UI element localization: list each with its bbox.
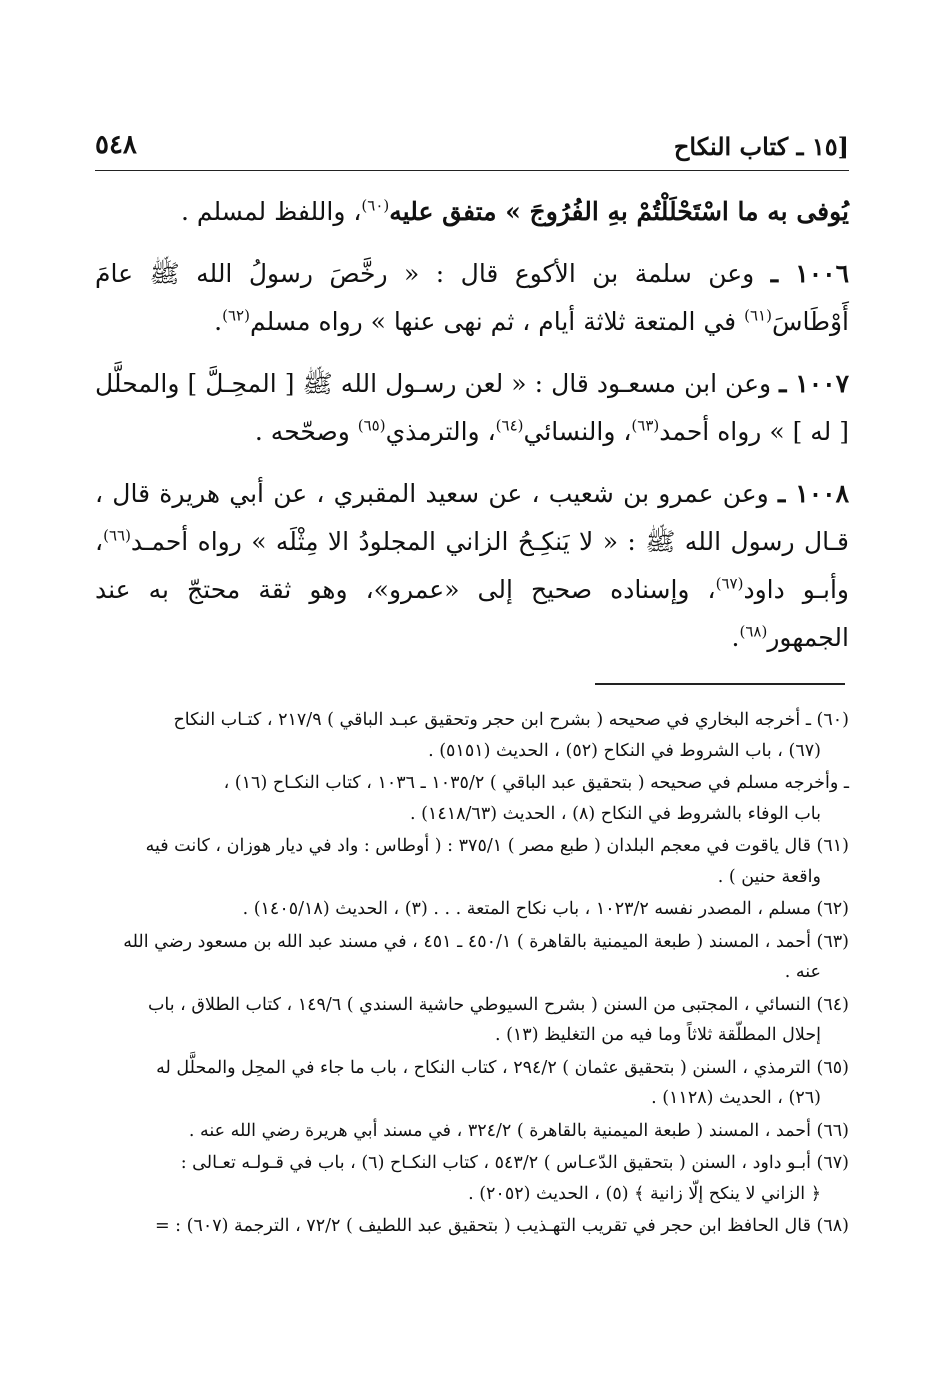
footnote-continuation: واقعة حنين ) . [717,866,821,887]
footnote-text: (٦٦) أحمد ، المسند ( طبعة الميمنية بالقاهرة ) ٣٢٤/٢ ، في مسند أبي هريرة رضي الله عنه . [188,1120,849,1141]
paragraph-1006 [95,250,849,346]
footnote-continuation: باب الوفاء بالشروط في النكاح (٨) ، الحديث (١٤١٨/٦٣) . [409,803,821,824]
footnote-66 [95,1116,849,1147]
paragraph-1007 [95,360,849,456]
footnote-text: (٦٨) قال الحافظ ابن حجر في تقريب التهـذيب ( بتحقيق عبد اللطيف ) ٧٢/٢ ، الترجمة (٦٠٧) : = [154,1216,849,1236]
footnote-ref: (٦٧) [715,574,744,593]
footnote-text: (٦٧) أبـو داود ، السنن ( بتحقيق الدّعـاس ) ٥٤٣/٢ ، كتاب النكـاح (٦) ، باب في قـولـه تعـالى : [180,1153,849,1173]
footnote-67 [95,1148,849,1209]
footnote-continuation: عنه . [784,962,821,982]
hadith-number: ١٠٠٧ ـ [779,369,850,398]
footnote-continuation: إحلال المطلّقة ثلاثاً وما فيه من التغليظ (١٣) . [494,1025,821,1045]
paragraph-text: وعن سلمة بن الأكوع قال : « رخَّصَ رسولُ الله ﷺ عامَ أَوْطَاسَ [95,259,849,336]
footnote-60 [95,705,849,766]
paragraph-text: ، والترمذي [385,417,496,446]
paragraph-text: وصحّحه . [254,417,350,446]
paragraph-text: وعن ابن مسعـود قال : « لعن رسـول الله ﷺ [ المحِـلَّ ] والمحلَّل [ له ] » رواه أحمد [95,369,849,446]
footnote-65 [95,1053,849,1114]
footnote-62 [95,894,849,925]
footnote-continuation: (٦٧) ، باب الشروط في النكاح (٥٢) ، الحديث (٥١٥١) . [428,740,821,761]
page-number: ٥٤٨ [95,130,137,160]
footnote-ref: (٦٠) [361,196,390,215]
footnote-ref: (٦٥) [357,416,386,435]
footnote-text: (٦٣) أحمد ، المسند ( طبعة الميمنية بالقاهرة ) ٤٥٠/١ ـ ٤٥١ ، في مسند عبد الله بن مسعود رضي الله [123,931,849,952]
footnote-64 [95,990,849,1051]
paragraph-text: ، واللفظ لمسلم . [180,197,362,226]
paragraph-1008 [95,470,849,662]
footnote-text: (٦٠) ـ أخرجه البخاري في صحيحه ( بشرح ابن حجر وتحقيق عبـد الباقي ) ٢١٧/٩ ، كتـاب النكاح [173,710,849,730]
footnote-60b [95,768,849,829]
paragraph-end: . [214,307,223,336]
paragraph-text: وعن عمرو بن شعيب ، عن سعيد المقبري ، عن أبي هريرة قال ، قـال رسول الله ﷺ : « لا يَنكِـحُ الزاني المجلودُ الا مِثْلَه » رواه أحمـد [95,479,849,556]
paragraph-text: ، والنسائي [523,417,632,446]
paragraph-text: ، وإسناده صحيح إلى «عمرو»، وهو ثقة محتجّ به عند الجمهور [95,575,849,652]
footnote-61 [95,831,849,892]
footnote-continuation: ﴿ الزاني لا ينكح إلّا زانية ﴾ (٥) ، الحديث (٢٠٥٢) . [468,1183,821,1204]
footnote-ref: (٦٢) [222,306,250,325]
paragraph-1 [95,188,849,236]
footnote-63 [95,927,849,988]
main-text [95,188,849,676]
footnote-68 [95,1211,849,1242]
paragraph-end: . [731,623,740,652]
hadith-text: يُوفى به ما اسْتَحْلَلْتُمْ بهِ الفُرُوجَ » متفق عليه [389,197,849,226]
footnote-text: (٦١) قال ياقوت في معجم البلدان ( طبع مصر ) ٣٧٥/١ : ( أوطاس : واد في ديار هوزان ، كانت فيه [145,836,849,856]
footnote-ref: (٦١) [744,306,772,325]
footnote-ref: (٦٤) [495,416,524,435]
running-head: [١٥ ـ كتاب النكاح [673,132,849,161]
paragraph-text: في المتعة ثلاثة أيام ، ثم نهى عنها » رواه مسلم [249,307,737,336]
footnote-text: ـ وأخرجه مسلم في صحيحه ( بتحقيق عبد الباقي ) ١٠٣٥/٢ ـ ١٠٣٦ ، كتاب النكـاح (١٦) ، [223,773,849,793]
footnote-ref: (٦٨) [739,622,768,641]
footnote-text: (٦٥) الترمذي ، السنن ( بتحقيق عثمان ) ٢٩٤/٢ ، كتاب النكاح ، باب ما جاء في المحِل والمحلَّل له [156,1057,849,1078]
footnote-ref: (٦٣) [631,416,660,435]
footnote-text: (٦٤) النسائي ، المجتبى من السنن ( بشرح السيوطي حاشية السندي ) ١٤٩/٦ ، كتاب الطلاق ، باب [147,994,849,1015]
footnote-ref: (٦٦) [103,526,131,545]
footnote-text: (٦٢) مسلم ، المصدر نفسه ١٠٢٣/٢ ، باب نكاح المتعة . . . (٣) ، الحديث (١٤٠٥/١٨) . [242,899,849,919]
paragraph-text: ، وأبـو داود [95,527,849,604]
footnotes [95,705,849,1244]
hadith-number: ١٠٠٦ ـ [770,259,849,288]
hadith-number: ١٠٠٨ ـ [777,479,849,508]
footnote-divider [595,683,845,685]
page-header [95,128,849,171]
footnote-continuation: (٢٦) ، الحديث (١١٢٨) . [651,1088,821,1108]
